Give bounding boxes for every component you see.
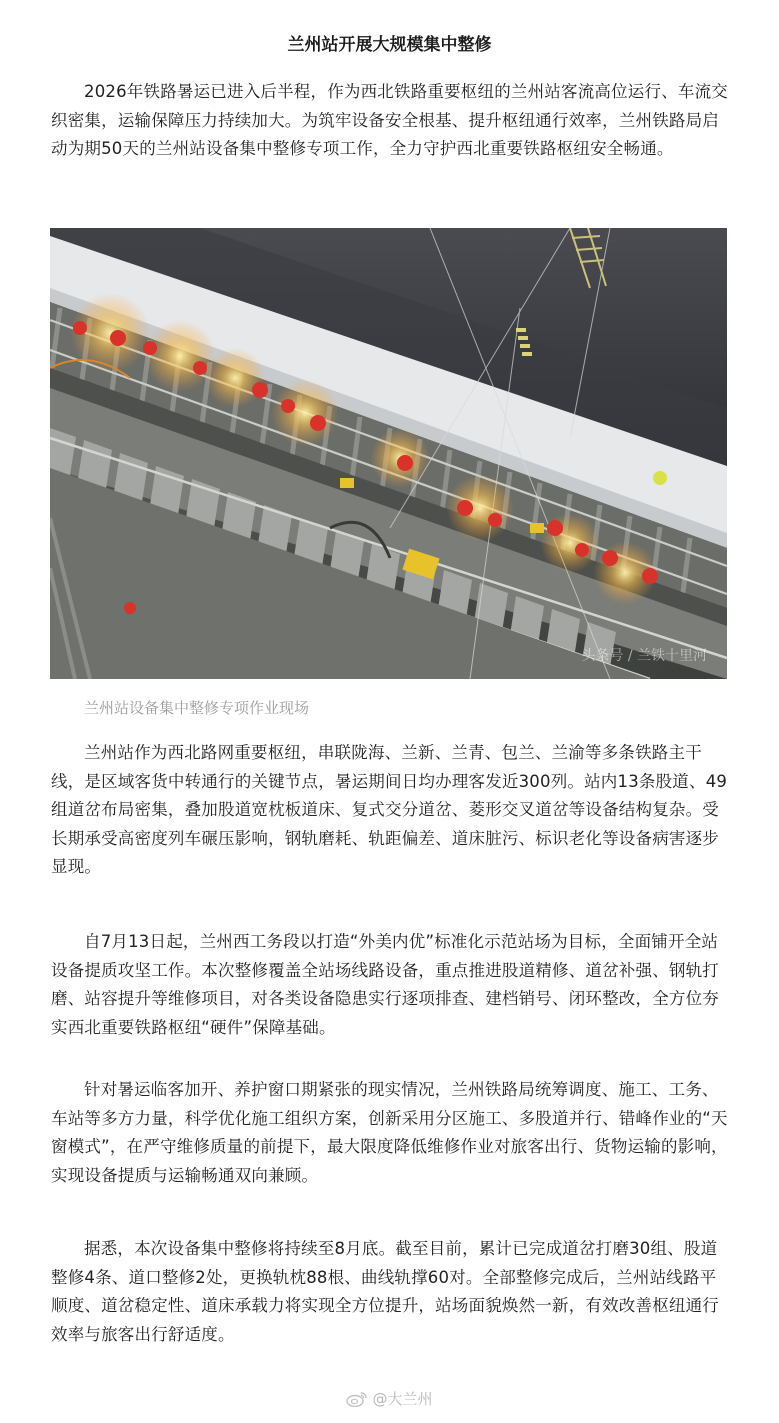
article-title: 兰州站开展大规模集中整修	[287, 35, 492, 55]
article-photo[interactable]	[50, 228, 727, 679]
weibo-icon	[346, 1391, 368, 1407]
paragraph-station-overview: 兰州站作为西北路网重要枢纽，串联陇海、兰新、兰青、包兰、兰渝等多条铁路主干线，是区域客货中转通行的关键节点，暑运期间日均办理客发近300列。站内13条股道、49组道岔布局密集，叠加股道宽枕板道床、复式交分道岔、菱形交叉道岔等设备结构复杂。受长期承受高密度列车碾压影响，钢轨磨耗、轨距偏差、道床脏污、标识老化等设备病害逐步显现。	[51, 743, 728, 876]
image-watermark: 头条号 / 兰铁十里河	[581, 648, 707, 664]
footer-watermark-text: @大兰州	[372, 1390, 433, 1408]
paragraph-progress: 据悉，本次设备集中整修将持续至8月底。截至目前，累计已完成道岔打磨30组、股道整修4条、道口整修2处，更换轨枕88根、曲线轨撑60对。全部整修完成后，兰州站线路平顺度、道岔稳定性、道床承载力将实现全方位提升，站场面貌焕然一新，有效改善枢纽通行效率与旅客出行舒适度。	[51, 1239, 719, 1344]
paragraph-intro: 2026年铁路暑运已进入后半程，作为西北铁路重要枢纽的兰州站客流高位运行、车流交织密集，运输保障压力持续加大。为筑牢设备安全根基、提升枢纽通行效率，兰州铁路局启动为期50天的兰州站设备集中整修专项工作，全力守护西北重要铁路枢纽安全畅通。	[51, 82, 728, 158]
image-caption: 兰州站设备集中整修专项作业现场	[84, 699, 310, 717]
footer-watermark	[0, 1388, 779, 1410]
rail-maintenance-scene-image	[50, 228, 727, 679]
paragraph-maintenance-scope: 自7月13日起，兰州西工务段以打造“外美内优”标准化示范站场为目标，全面铺开全站设备提质攻坚工作。本次整修覆盖全站场线路设备，重点推进股道精修、道岔补强、钢轨打磨、站容提升等维修项目，对各类设备隐患实行逐项排查、建档销号、闭环整改，全方位夯实西北重要铁路枢纽“硬件”保障基础。	[51, 932, 719, 1037]
paragraph-skylight-mode: 针对暑运临客加开、养护窗口期紧张的现实情况，兰州铁路局统筹调度、施工、工务、车站等多方力量，科学优化施工组织方案，创新采用分区施工、多股道并行、错峰作业的“天窗模式”，在严守维修质量的前提下，最大限度降低维修作业对旅客出行、货物运输的影响，实现设备提质与运输畅通双向兼顾。	[51, 1080, 728, 1185]
